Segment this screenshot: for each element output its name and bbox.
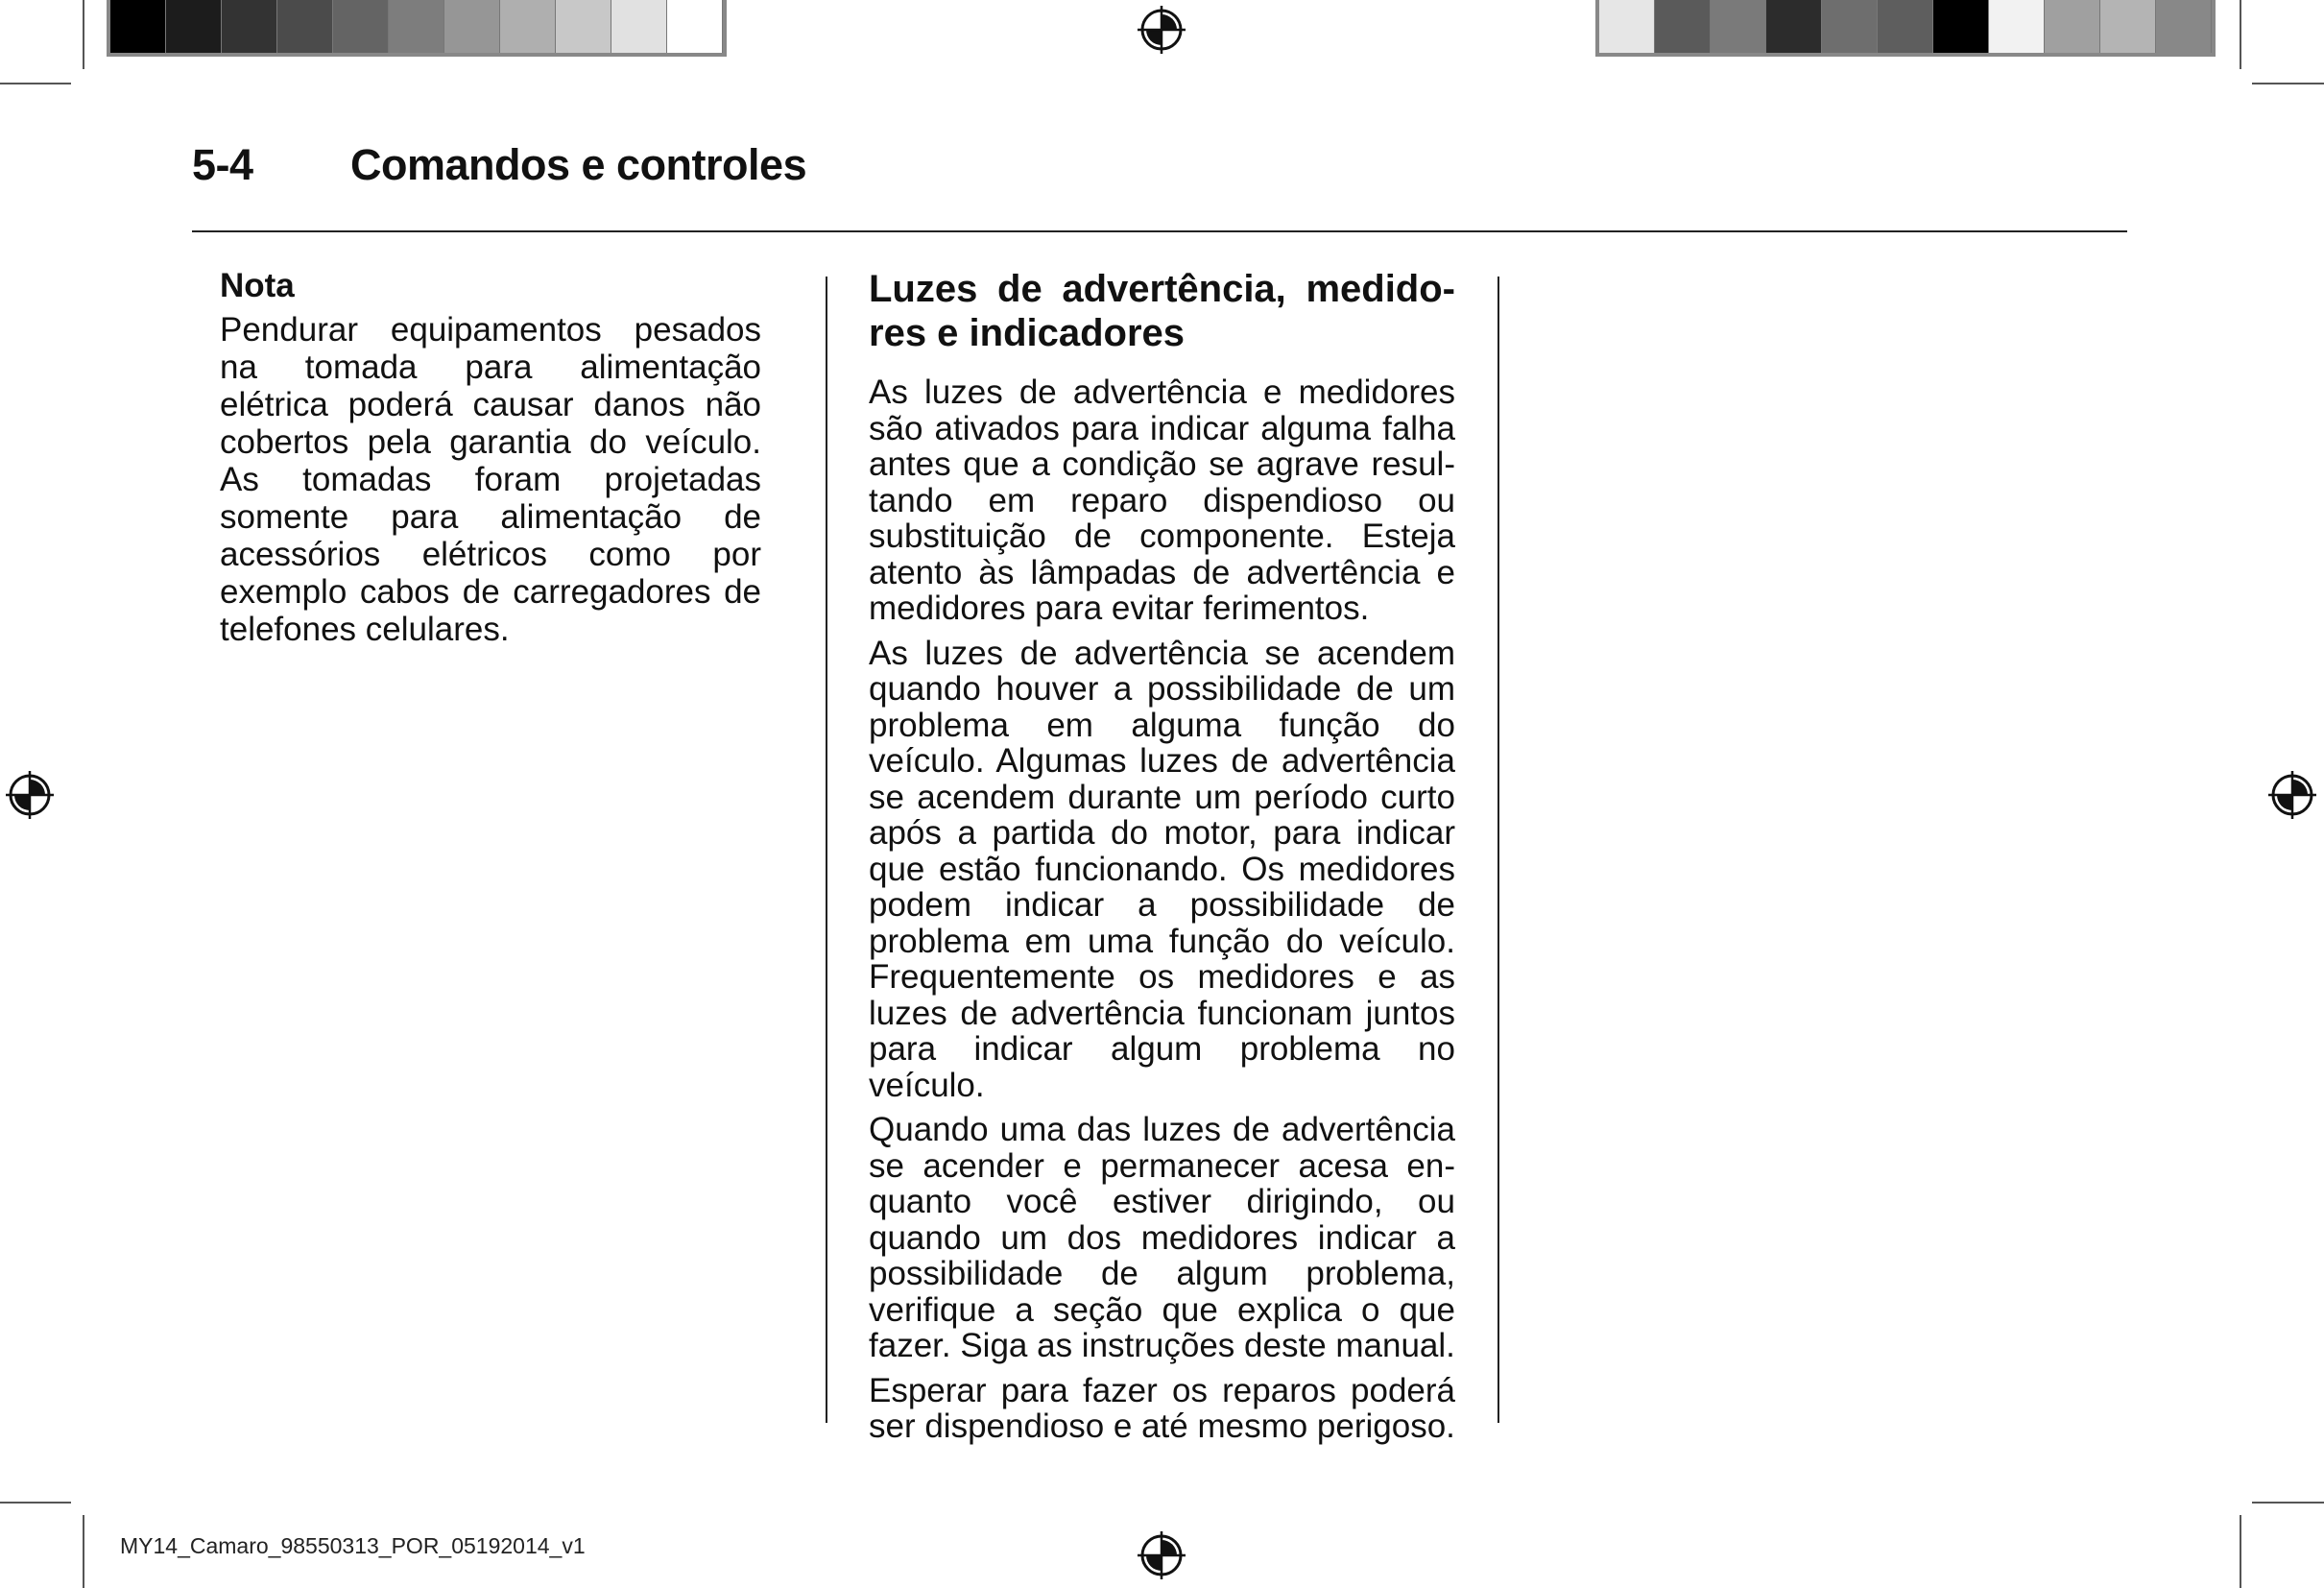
color-swatch (556, 0, 611, 53)
color-swatch (277, 0, 333, 53)
color-swatch (1822, 0, 1878, 53)
color-swatch (1989, 0, 2045, 53)
section-block (869, 267, 1455, 1454)
column-divider (826, 277, 827, 1423)
registration-target-icon (1138, 1531, 1186, 1579)
color-swatch (166, 0, 222, 53)
crop-mark (83, 0, 84, 69)
color-swatch (500, 0, 556, 53)
color-swatch (1599, 0, 1655, 53)
registration-target-icon (6, 771, 54, 819)
crop-mark (0, 83, 71, 84)
color-swatch (1766, 0, 1822, 53)
registration-target-icon (1138, 6, 1186, 54)
color-swatch (2100, 0, 2156, 53)
page-number: 5-4 (192, 140, 253, 189)
section-title: Luzes de advertência, medidores e indicadores (869, 268, 1455, 354)
section-paragraph: As luzes de advertência se acendem quando houver a possibilidade de um problema em alguma função do veículo. Algumas luzes de advertência se acendem durante um período curto após a partida do motor, para indicar que estão funcionando. Os medidores podem indicar a possibilidade de problema em uma função do veículo. Frequentemente os medidores e as luzes de advertência funcionam juntos para indicar algum problema no veículo. (869, 634, 1455, 1104)
color-swatch (2156, 0, 2212, 53)
color-swatch (1711, 0, 1766, 53)
document-id: MY14_Camaro_98550313_POR_05192014_v1 (120, 1533, 586, 1558)
color-swatch (1655, 0, 1711, 53)
crop-mark (2240, 1515, 2241, 1588)
page-header (192, 134, 2127, 232)
color-swatch (333, 0, 389, 53)
column-divider (1497, 277, 1499, 1423)
color-swatch (110, 0, 166, 53)
crop-mark (83, 1515, 84, 1588)
chapter-title: Comandos e controles (350, 140, 807, 189)
section-paragraph: As luzes de advertência e medidores são ativados para indicar alguma falha antes que a condição se agrave resultando em reparo dispendioso ou substituição de componente. Esteja atento às lâmpadas de advertência e medidores para evitar ferimentos. (869, 373, 1455, 627)
registration-target-icon (2268, 771, 2316, 819)
color-swatch (667, 0, 723, 53)
crop-mark (0, 1502, 71, 1504)
color-calibration-bar-left (107, 0, 727, 57)
crop-mark (2252, 83, 2324, 84)
color-swatch (2045, 0, 2100, 53)
color-calibration-bar-right (1595, 0, 2216, 57)
color-swatch (222, 0, 277, 53)
crop-mark (2252, 1502, 2324, 1504)
note-block (220, 267, 761, 648)
color-swatch (1933, 0, 1989, 53)
note-text: Pendurar equipamentos pesados na tomada para alimentação elétrica poderá causar danos não cobertos pela garantia do veículo. As tomadas foram projetadas somente para alimentação de acessórios elétricos como por exemplo cabos de carregadores de telefones celulares. (220, 311, 761, 648)
note-label: Nota (220, 267, 295, 304)
color-swatch (444, 0, 500, 53)
crop-mark (2240, 0, 2241, 69)
color-swatch (611, 0, 667, 53)
color-swatch (389, 0, 444, 53)
color-swatch (1878, 0, 1933, 53)
section-paragraph: Esperar para fazer os reparos poderá ser dispendioso e até mesmo perigoso. (869, 1371, 1455, 1445)
section-paragraph: Quando uma das luzes de advertência se acender e permanecer acesa enquanto você estiver dirigindo, ou quando um dos medidores indicar a possibilidade de algum problema, verifique a seção que explica o que fazer. Siga as instruções deste manual. (869, 1111, 1455, 1364)
